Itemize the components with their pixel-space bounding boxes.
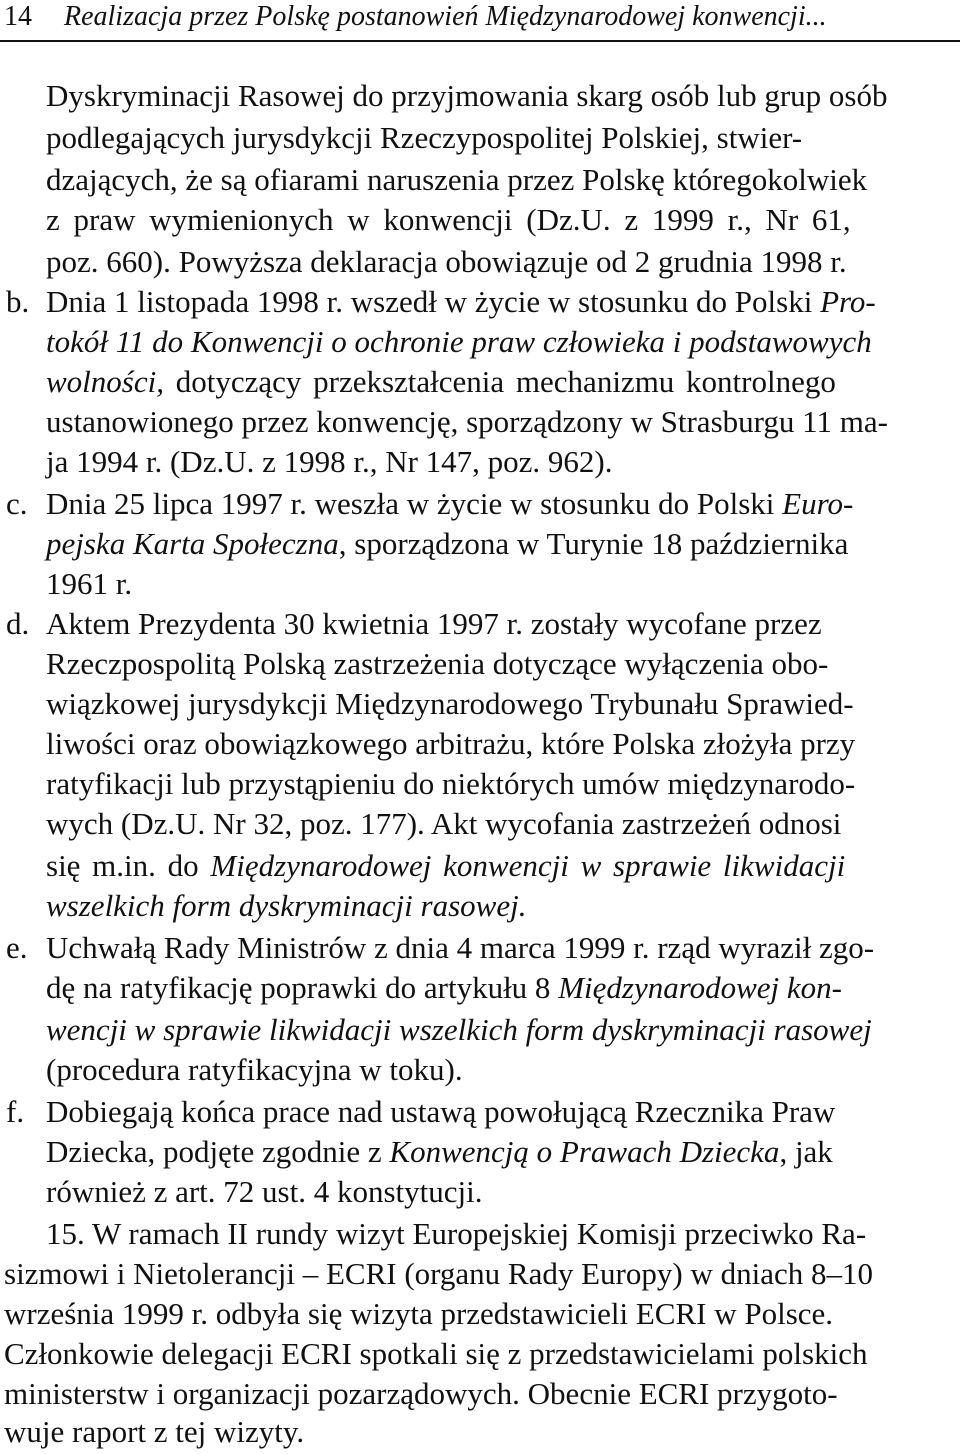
- text-line-content: (procedura ratyfikacyjna w toku).: [46, 1052, 463, 1087]
- list-marker-d: d.: [6, 606, 30, 641]
- text-line-content: Dnia 1 listopada 1998 r. wszedł w życie w stosunku do Polski: [46, 284, 813, 319]
- text-line-content: Dobiegają końca prace nad ustawą powołującą Rzecznika Praw: [46, 1094, 836, 1129]
- text-line: [46, 1172, 483, 1212]
- running-title: Realizacja przez Polskę postanowień Międzynarodowej konwencji...: [64, 1, 827, 32]
- text-line-content: wych (Dz.U. Nr 32, poz. 177). Akt wycofania zastrzeżeń odnosi: [46, 806, 842, 841]
- text-line: [46, 322, 872, 362]
- text-line: [4, 1412, 304, 1452]
- text-line: [46, 804, 841, 844]
- text-line-content: ministerstw i organizacji pozarządowych. Obecnie ECRI przygoto-: [4, 1376, 838, 1411]
- text-line: [46, 76, 956, 116]
- list-marker-c: c.: [6, 486, 28, 521]
- text-line: [46, 846, 845, 886]
- text-line-content: 1961 r.: [46, 566, 133, 601]
- text-line: [46, 564, 132, 604]
- text-line: [46, 968, 842, 1008]
- text-line-content: , jak: [779, 1134, 833, 1169]
- text-line: [46, 118, 956, 158]
- text-line-italic: Międzynarodowej kon-: [558, 970, 843, 1005]
- text-line-italic: wszelkich form dyskryminacji rasowej.: [46, 888, 527, 923]
- text-line-content: podlegających jurysdykcji Rzeczypospolitej Polskiej, stwier-: [46, 120, 803, 155]
- text-line: [46, 242, 847, 282]
- text-line: [46, 604, 822, 644]
- text-line-content: dotyczący przekształcenia mechanizmu kontrolnego: [175, 364, 836, 399]
- text-line-italic: Konwencją o Prawach Dziecka: [389, 1134, 780, 1169]
- text-line-content: , sporządzona w Turynie 18 października: [338, 526, 849, 561]
- text-line: [4, 1374, 838, 1414]
- text-line: [4, 1334, 867, 1374]
- text-line-italic: Międzynarodowej konwencji w sprawie likwidacji: [210, 848, 846, 883]
- text-line-content: dzających, że są ofiarami naruszenia przez Polskę któregokolwiek: [46, 162, 868, 197]
- text-line: [46, 524, 848, 564]
- text-line-content: Członkowie delegacji ECRI spotkali się z przedstawicielami polskich: [4, 1336, 868, 1371]
- text-line: [46, 160, 956, 200]
- text-line: [46, 484, 853, 524]
- text-line-content: Rzeczpospolitą Polską zastrzeżenia dotyczące wyłączenia obo-: [46, 646, 829, 681]
- text-line-content: Dyskryminacji Rasowej do przyjmowania skarg osób lub grup osób: [46, 78, 888, 113]
- text-line-content: ja 1994 r. (Dz.U. z 1998 r., Nr 147, poz. 962).: [46, 444, 613, 479]
- list-marker-e: e.: [6, 930, 28, 965]
- text-line: [46, 1132, 833, 1172]
- text-line-italic: Pro-: [820, 284, 876, 319]
- text-line-content: 15. W ramach II rundy wizyt Europejskiej Komisji przeciwko Ra-: [46, 1216, 867, 1251]
- text-line-italic: Euro-: [782, 486, 854, 521]
- text-line: [4, 1254, 873, 1294]
- text-line: [46, 644, 828, 684]
- text-line-content: się m.in. do: [46, 848, 199, 883]
- text-line: [46, 442, 613, 482]
- text-line-content: września 1999 r. odbyła się wizyta przedstawicieli ECRI w Polsce.: [4, 1296, 834, 1331]
- text-line: [46, 402, 888, 442]
- text-line-content: sizmowi i Nietolerancji – ECRI (organu Rady Europy) w dniach 8–10: [4, 1256, 873, 1291]
- text-line-italic: pejska Karta Społeczna: [46, 526, 339, 561]
- text-line: [46, 928, 874, 968]
- text-line-content: Aktem Prezydenta 30 kwietnia 1997 r. zostały wycofane przez: [46, 606, 822, 641]
- text-line: [46, 724, 855, 764]
- text-line-content: dę na ratyfikację poprawki do artykułu 8: [46, 970, 551, 1005]
- text-line: [46, 886, 526, 926]
- text-line-italic: wencji w sprawie likwidacji wszelkich form dyskryminacji rasowej: [46, 1012, 872, 1047]
- text-line-content: również z art. 72 ust. 4 konstytucji.: [46, 1174, 483, 1209]
- text-line-content: Dziecka, podjęte zgodnie z: [46, 1134, 382, 1169]
- page-header: [4, 0, 954, 36]
- text-line-italic: wolności,: [46, 364, 164, 399]
- text-line: [46, 282, 876, 322]
- text-line-content: z praw wymienionych w konwencji (Dz.U. z 1999 r., Nr 61,: [46, 202, 851, 237]
- text-line-content: ratyfikacji lub przystąpieniu do niektórych umów międzynarodo-: [46, 766, 856, 801]
- text-line-content: wiązkowej jurysdykcji Międzynarodowego Trybunału Sprawied-: [46, 686, 854, 721]
- text-line-italic: tokół 11 do Konwencji o ochronie praw człowieka i podstawowych: [46, 324, 872, 359]
- text-line-content: ustanowionego przez konwencję, sporządzony w Strasburgu 11 ma-: [46, 404, 888, 439]
- list-marker-f: f.: [6, 1094, 25, 1129]
- text-line: [46, 1010, 872, 1050]
- paragraph-15-line: [46, 1214, 866, 1254]
- text-line: [46, 362, 836, 402]
- text-line-content: poz. 660). Powyższa deklaracja obowiązuje od 2 grudnia 1998 r.: [46, 244, 847, 279]
- header-rule: [0, 40, 960, 42]
- text-line-content: wuje raport z tej wizyty.: [4, 1414, 305, 1449]
- text-line-content: Dnia 25 lipca 1997 r. weszła w życie w stosunku do Polski: [46, 486, 775, 521]
- text-line: [46, 764, 855, 804]
- text-line: [4, 1294, 833, 1334]
- text-line: [46, 684, 854, 724]
- text-line: [46, 1050, 463, 1090]
- text-line-content: Uchwałą Rady Ministrów z dnia 4 marca 1999 r. rząd wyraził zgo-: [46, 930, 875, 965]
- text-line: [46, 200, 956, 240]
- list-marker-b: b.: [6, 284, 30, 319]
- text-line-content: liwości oraz obowiązkowego arbitrażu, które Polska złożyła przy: [46, 726, 856, 761]
- text-line: [46, 1092, 835, 1132]
- page-number: 14: [4, 1, 32, 32]
